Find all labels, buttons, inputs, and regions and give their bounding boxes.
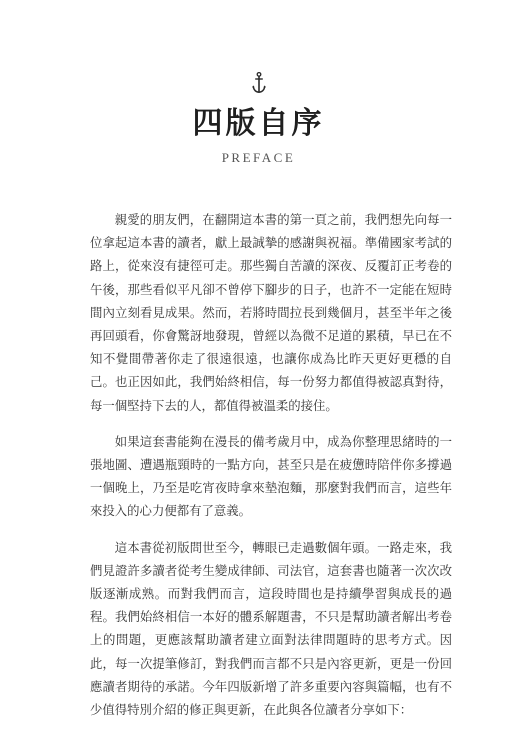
paragraph: 這本書從初版問世至今，轉眼已走過數個年頭。一路走來，我們見證許多讀者從考生變成律師、司法官，這套書也隨著一次次改版逐漸成熟。而對我們而言，這段時間也是持續學習與成長的過程。我們始終相信一本好的體系解題書，不只是幫助讀者解出考卷上的問題，更應該幫助讀者建立面對法律問題時的思考方式。因此，每一次提筆修訂，對我們而言都不只是內容更新，更是一份回應讀者期待的承諾。今年四版新增了許多重要內容與篇幅，也有不少值得特別介紹的修正與更新，在此與各位讀者分享如下：	[90, 539, 452, 718]
page-subtitle: PREFACE	[221, 150, 296, 165]
paragraph: 如果這套書能夠在漫長的備考歲月中，成為你整理思緒時的一張地圖、遭遇瓶頸時的一點方向，甚至只是在疲憊時陪伴你多撐過一個晚上，乃至是吃宵夜時拿來墊泡麵，那麼對我們而言，這些年來投入的心力便都有了意義。	[90, 433, 452, 519]
anchor-icon	[252, 72, 266, 94]
anchor-ornament	[0, 72, 517, 96]
paragraph: 親愛的朋友們，在翻開這本書的第一頁之前，我們想先向每一位拿起這本書的讀者，獻上最誠摯的感謝與祝福。準備國家考試的路上，從來沒有捷徑可走。那些獨自苦讀的深夜、反覆訂正考卷的午後，那些看似平凡卻不曾停下腳步的日子，也許不一定能在短時間內立刻看見成果。然而，若將時間拉長到幾個月，甚至半年之後再回頭看，你會驚訝地發現，曾經以為微不足道的累積，早已在不知不覺間帶著你走了很遠很遠，也讓你成為比昨天更好更穩的自己。也正因如此，我們始終相信，每一份努力都值得被認真對待，每一個堅持下去的人，都值得被溫柔的接住。	[90, 212, 452, 413]
page-title: 四版自序	[192, 106, 325, 141]
preface-body	[90, 208, 452, 734]
